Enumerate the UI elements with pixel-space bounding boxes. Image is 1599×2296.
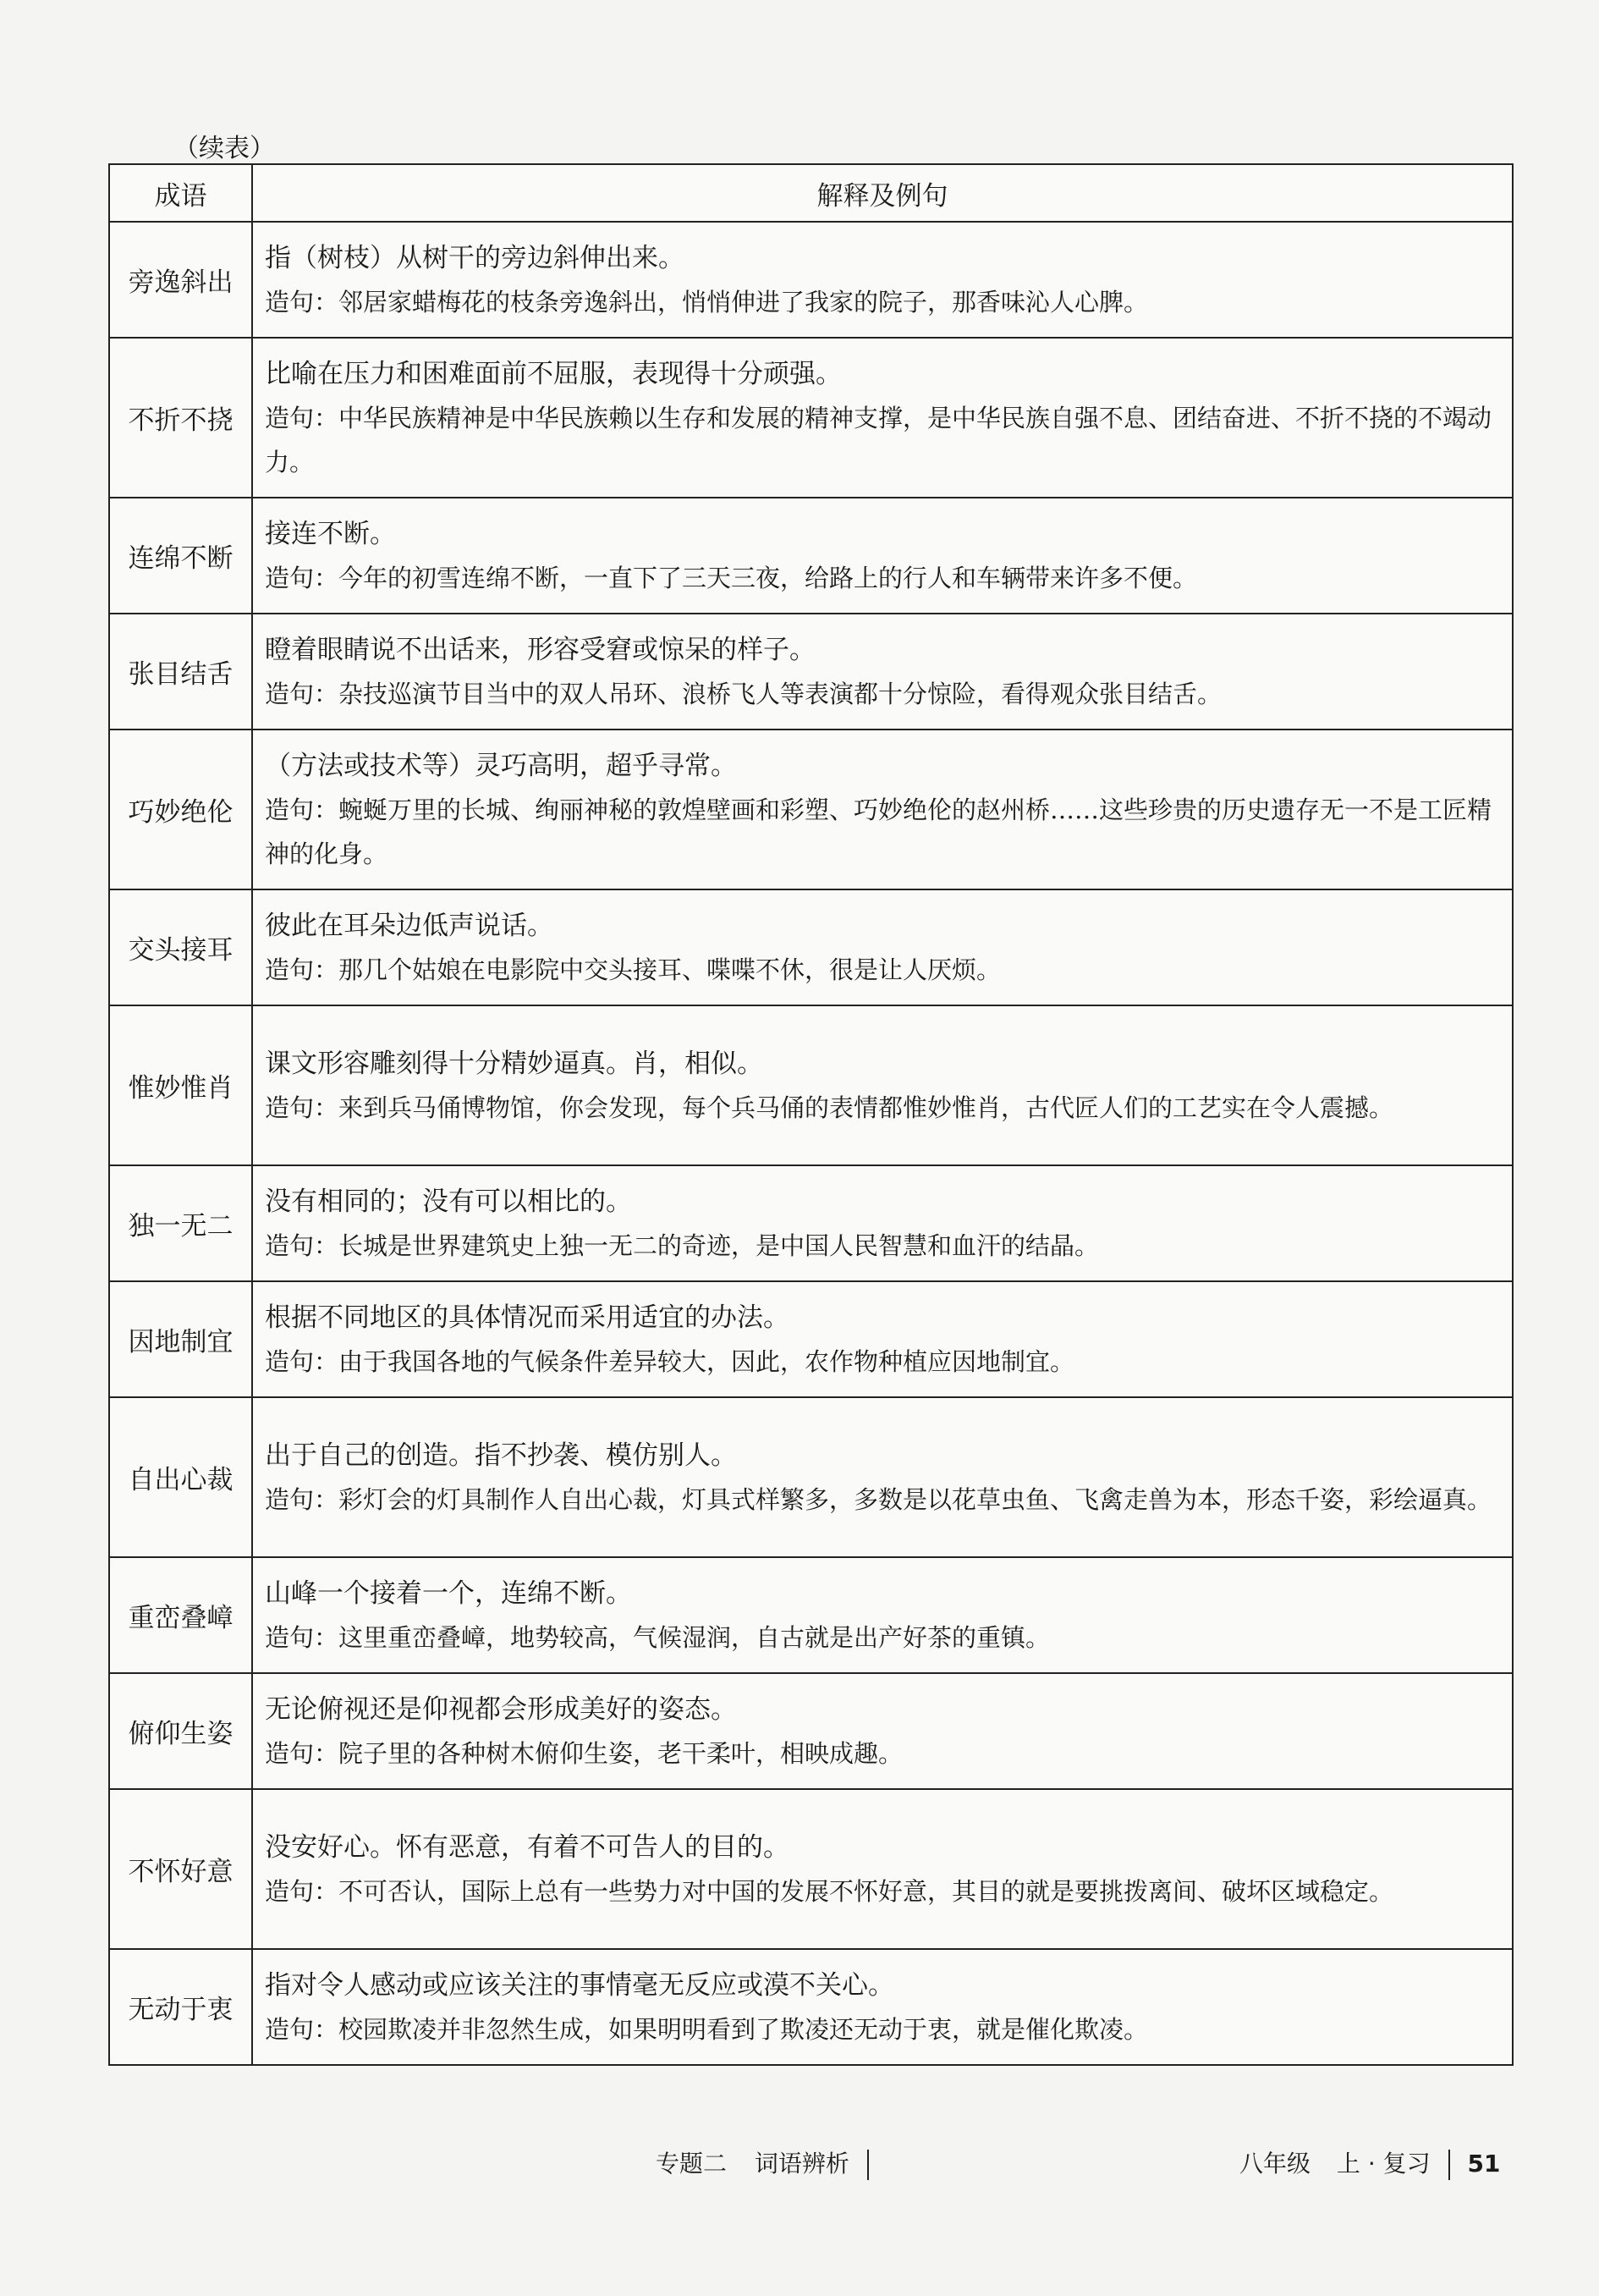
idiom-cell: 交头接耳 xyxy=(109,889,252,1005)
explanation-cell xyxy=(252,1165,1513,1281)
explanation-cell xyxy=(252,498,1513,614)
definition-text: 课文形容雕刻得十分精妙逼真。肖，相似。 xyxy=(265,1048,763,1079)
table-header-row xyxy=(109,164,1513,222)
example-sentence: 造句：来到兵马俑博物馆，你会发现，每个兵马俑的表情都惟妙惟肖，古代匠人们的工艺实在令人震撼。 xyxy=(265,1093,1394,1122)
definition-text: 彼此在耳朵边低声说话。 xyxy=(265,910,553,941)
explanation-cell xyxy=(252,1673,1513,1789)
example-sentence: 造句：长城是世界建筑史上独一无二的奇迹，是中国人民智慧和血汗的结晶。 xyxy=(265,1231,1100,1260)
definition-text: 山峰一个接着一个，连绵不断。 xyxy=(265,1577,632,1609)
header-idiom: 成语 xyxy=(109,164,252,222)
footer-divider xyxy=(867,2150,869,2180)
definition-text: 指（树枝）从树干的旁边斜伸出来。 xyxy=(265,242,684,273)
idiom-cell: 连绵不断 xyxy=(109,498,252,614)
explanation-cell xyxy=(252,1005,1513,1165)
definition-text: 指对令人感动或应该关注的事情毫无反应或漠不关心。 xyxy=(265,1969,894,2001)
example-sentence: 造句：不可否认，国际上总有一些势力对中国的发展不怀好意，其目的就是要挑拨离间、破坏区域稳定。 xyxy=(265,1876,1394,1906)
explanation-cell xyxy=(252,1789,1513,1949)
table-row xyxy=(109,1673,1513,1789)
example-sentence: 造句：由于我国各地的气候条件差异较大，因此，农作物种植应因地制宜。 xyxy=(265,1346,1075,1376)
definition-text: 根据不同地区的具体情况而采用适宜的办法。 xyxy=(265,1302,789,1333)
explanation-cell xyxy=(252,338,1513,498)
idiom-cell: 巧妙绝伦 xyxy=(109,730,252,889)
example-sentence: 造句：今年的初雪连绵不断，一直下了三天三夜，给路上的行人和车辆带来许多不便。 xyxy=(265,563,1198,592)
example-sentence: 造句：彩灯会的灯具制作人自出心裁，灯具式样繁多，多数是以花草虫鱼、飞禽走兽为本，形态千姿，彩绘逼真。 xyxy=(265,1484,1492,1514)
idiom-table xyxy=(108,163,1514,2066)
continued-label: （续表） xyxy=(173,134,275,163)
table-row xyxy=(109,730,1513,889)
explanation-cell xyxy=(252,889,1513,1005)
idiom-cell: 重峦叠嶂 xyxy=(109,1557,252,1673)
footer-grade: 八年级 xyxy=(1239,2150,1311,2178)
table-row xyxy=(109,614,1513,730)
table-row xyxy=(109,1557,1513,1673)
idiom-cell: 张目结舌 xyxy=(109,614,252,730)
definition-text: 没有相同的；没有可以相比的。 xyxy=(265,1186,632,1217)
idiom-cell: 独一无二 xyxy=(109,1165,252,1281)
table-row xyxy=(109,1397,1513,1557)
idiom-cell: 不怀好意 xyxy=(109,1789,252,1949)
explanation-cell xyxy=(252,1949,1513,2065)
example-sentence: 造句：邻居家蜡梅花的枝条旁逸斜出，悄悄伸进了我家的院子，那香味沁人心脾。 xyxy=(265,287,1149,317)
definition-text: 出于自己的创造。指不抄袭、模仿别人。 xyxy=(265,1440,737,1471)
table-row xyxy=(109,1005,1513,1165)
definition-text: 接连不断。 xyxy=(265,518,396,549)
idiom-cell: 因地制宜 xyxy=(109,1281,252,1397)
page-number: 51 xyxy=(1467,2150,1501,2178)
idiom-cell: 无动于衷 xyxy=(109,1949,252,2065)
idiom-cell: 不折不挠 xyxy=(109,338,252,498)
example-sentence: 造句：这里重峦叠嶂，地势较高，气候湿润，自古就是出产好茶的重镇。 xyxy=(265,1622,1051,1652)
explanation-cell xyxy=(252,1397,1513,1557)
definition-text: 瞪着眼睛说不出话来，形容受窘或惊呆的样子。 xyxy=(265,634,816,665)
footer-divider xyxy=(1448,2150,1450,2180)
example-sentence: 造句：校园欺凌并非忽然生成，如果明明看到了欺凌还无动于衷，就是催化欺凌。 xyxy=(265,2014,1149,2044)
example-sentence: 造句：院子里的各种树木俯仰生姿，老干柔叶，相映成趣。 xyxy=(265,1738,904,1768)
table-row xyxy=(109,889,1513,1005)
explanation-cell xyxy=(252,1281,1513,1397)
example-sentence: 造句：杂技巡演节目当中的双人吊环、浪桥飞人等表演都十分惊险，看得观众张目结舌。 xyxy=(265,679,1223,708)
definition-text: 比喻在压力和困难面前不屈服，表现得十分顽强。 xyxy=(265,358,842,389)
example-sentence: 造句：中华民族精神是中华民族赖以生存和发展的精神支撑，是中华民族自强不息、团结奋进、不折不挠的不竭动力。 xyxy=(265,403,1492,476)
table-row xyxy=(109,1789,1513,1949)
header-explanation: 解释及例句 xyxy=(252,164,1513,222)
definition-text: 没安好心。怀有恶意，有着不可告人的目的。 xyxy=(265,1831,789,1863)
table-row xyxy=(109,222,1513,338)
idiom-cell: 惟妙惟肖 xyxy=(109,1005,252,1165)
example-sentence: 造句：那几个姑娘在电影院中交头接耳、喋喋不休，很是让人厌烦。 xyxy=(265,955,1002,984)
table-row xyxy=(109,1165,1513,1281)
table-row xyxy=(109,338,1513,498)
idiom-cell: 旁逸斜出 xyxy=(109,222,252,338)
explanation-cell xyxy=(252,730,1513,889)
explanation-cell xyxy=(252,222,1513,338)
idiom-cell: 自出心裁 xyxy=(109,1397,252,1557)
table-row xyxy=(109,498,1513,614)
explanation-cell xyxy=(252,1557,1513,1673)
definition-text: 无论俯视还是仰视都会形成美好的姿态。 xyxy=(265,1693,737,1725)
table-row xyxy=(109,1281,1513,1397)
explanation-cell xyxy=(252,614,1513,730)
footer-page-info xyxy=(1239,2145,1500,2180)
footer-topic: 词语辨析 xyxy=(754,2150,849,2178)
footer-section xyxy=(656,2145,879,2180)
definition-text: （方法或技术等）灵巧高明，超乎寻常。 xyxy=(265,750,737,781)
footer-section-label: 专题二 xyxy=(656,2150,728,2178)
table-row xyxy=(109,1949,1513,2065)
footer-term: 上 · 复习 xyxy=(1336,2150,1431,2178)
idiom-cell: 俯仰生姿 xyxy=(109,1673,252,1789)
example-sentence: 造句：蜿蜒万里的长城、绚丽神秘的敦煌壁画和彩塑、巧妙绝伦的赵州桥……这些珍贵的历史遗存无一不是工匠精神的化身。 xyxy=(265,795,1492,868)
